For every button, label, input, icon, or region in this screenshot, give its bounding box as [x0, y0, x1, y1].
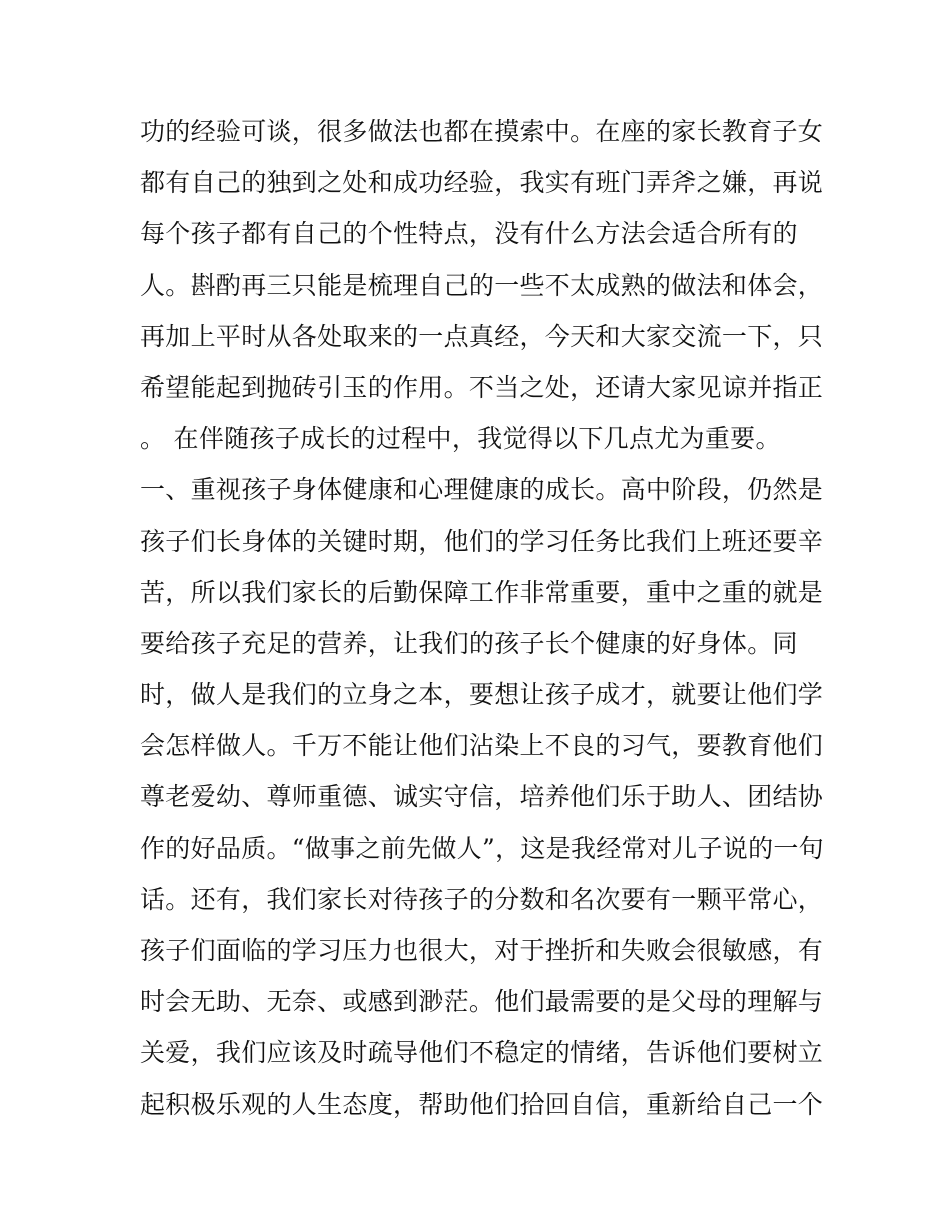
text-line: 时会无助、无奈、或感到渺茫。他们最需要的是父母的理解与	[140, 987, 824, 1017]
text-line: 要给孩子充足的营养，让我们的孩子长个健康的好身体。同	[140, 628, 798, 658]
text-line: 起积极乐观的人生态度，帮助他们拾回自信，重新给自己一个	[140, 1089, 824, 1119]
text-line: 功的经验可谈，很多做法也都在摸索中。在座的家长教育子女	[140, 117, 824, 146]
text-line: 孩子们长身体的关键时期，他们的学习任务比我们上班还要辛	[140, 526, 824, 556]
text-line: 人。斟酌再三只能是梳理自己的一些不太成熟的做法和体会，	[140, 270, 824, 300]
text-line: 孩子们面临的学习压力也很大，对于挫折和失败会很敏感，有	[140, 936, 824, 965]
text-line: 苦，所以我们家长的后勤保障工作非常重要，重中之重的就是	[140, 577, 824, 607]
text-line: 尊老爱幼、尊师重德、诚实守信，培养他们乐于助人、团结协	[140, 782, 824, 812]
text-line: 。 在伴随孩子成长的过程中，我觉得以下几点尤为重要。	[140, 424, 781, 454]
text-line: 会怎样做人。千万不能让他们沾染上不良的习气，要教育他们	[140, 731, 824, 761]
text-line: 话。还有，我们家长对待孩子的分数和名次要有一颗平常心，	[140, 884, 824, 914]
text-line: 一、重视孩子身体健康和心理健康的成长。高中阶段，仍然是	[140, 475, 824, 505]
text-line: 每个孩子都有自己的个性特点，没有什么方法会适合所有的	[140, 219, 798, 249]
document-body	[140, 106, 824, 1130]
text-line: 关爱，我们应该及时疏导他们不稳定的情绪，告诉他们要树立	[140, 1038, 824, 1068]
text-line: 希望能起到抛砖引玉的作用。不当之处，还请大家见谅并指正	[140, 372, 824, 402]
text-line: 再加上平时从各处取来的一点真经，今天和大家交流一下，只	[140, 321, 824, 351]
text-line: 时，做人是我们的立身之本，要想让孩子成才，就要让他们学	[140, 680, 824, 710]
text-line: 作的好品质。“做事之前先做人”，这是我经常对儿子说的一句	[140, 833, 824, 863]
text-line: 都有自己的独到之处和成功经验，我实有班门弄斧之嫌，再说	[140, 168, 824, 198]
